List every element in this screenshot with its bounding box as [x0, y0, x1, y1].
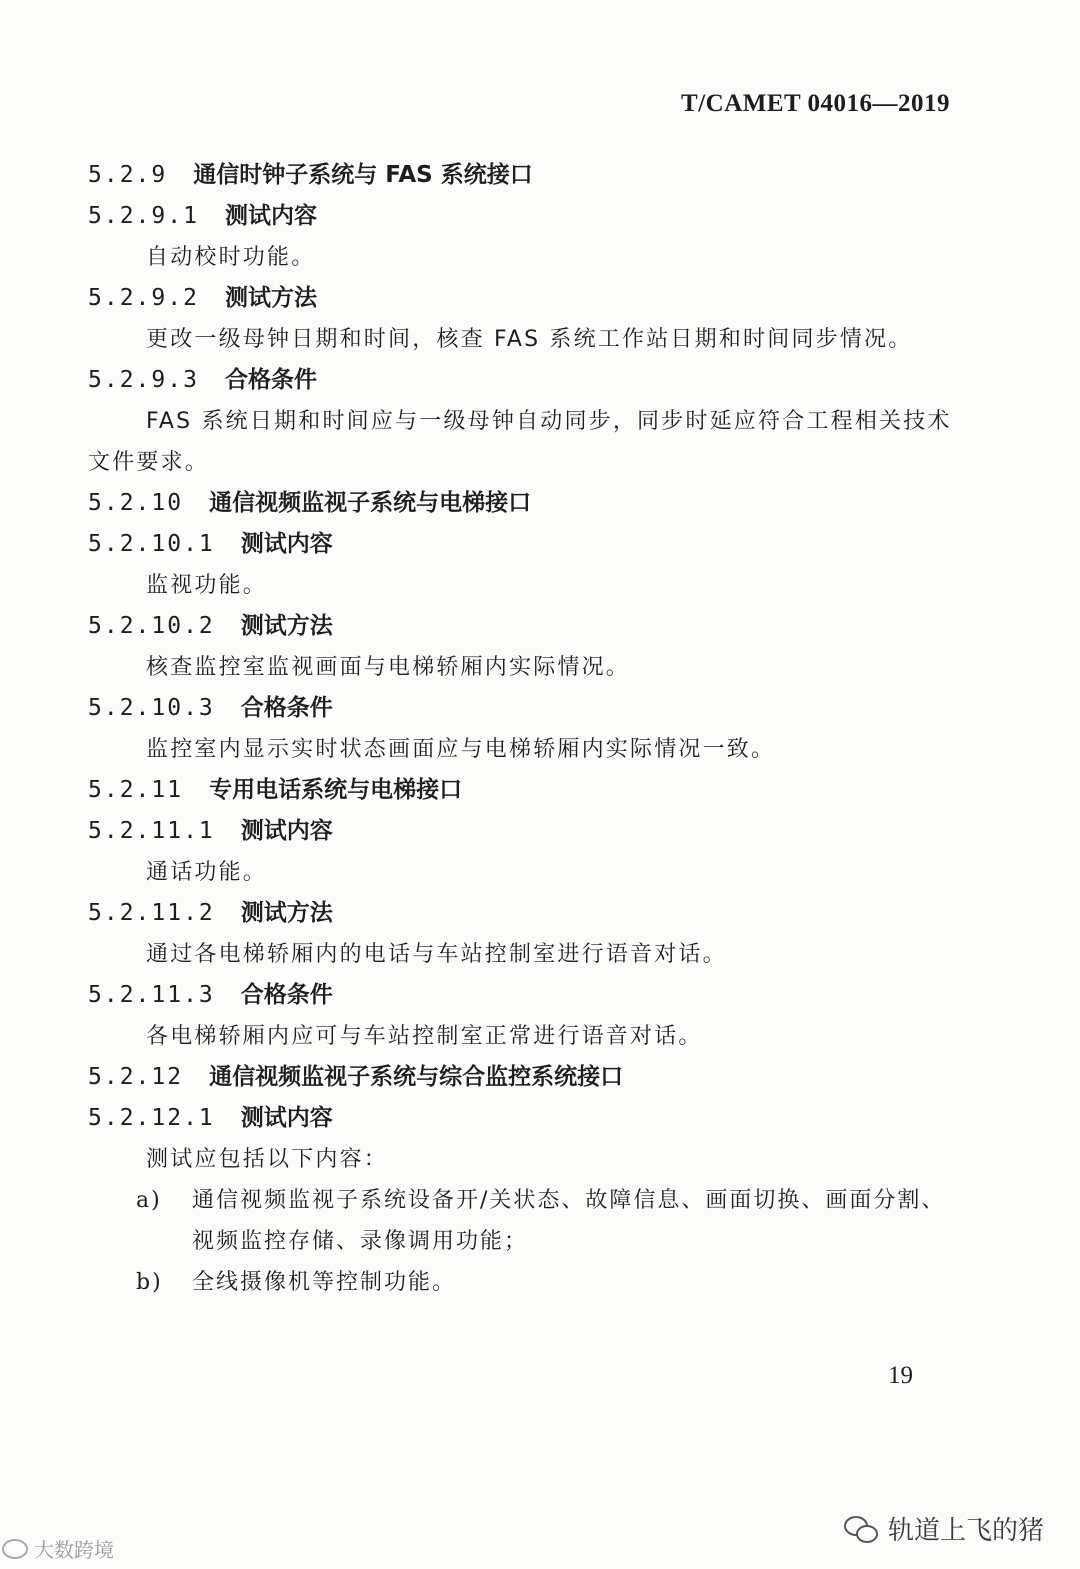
section-title: 测试方法: [224, 285, 317, 311]
section-heading: [88, 688, 968, 729]
section-title: 测试内容: [240, 1105, 333, 1131]
list-marker: b): [136, 1270, 163, 1295]
section-heading: [88, 278, 968, 319]
section-number: 5.2.11.3: [88, 982, 215, 1008]
section-number: 5.2.12: [88, 1064, 184, 1090]
standard-number: T/CAMET 04016—2019: [681, 90, 950, 117]
section-number: 5.2.10.1: [88, 531, 215, 557]
section-number: 5.2.12.1: [88, 1105, 215, 1131]
paragraph: 核查监控室监视画面与电梯轿厢内实际情况。: [146, 655, 631, 680]
section-title: 测试内容: [240, 531, 333, 557]
list-marker: a): [136, 1188, 162, 1213]
logo-icon: [2, 1539, 28, 1559]
paragraph: 自动校时功能。: [146, 245, 316, 270]
paragraph: 更改一级母钟日期和时间，核查 FAS 系统工作站日期和时间同步情况。: [146, 327, 913, 352]
section-title: 合格条件: [240, 982, 333, 1008]
section-title: 通信视频监视子系统与综合监控系统接口: [209, 1064, 624, 1090]
section-title: 合格条件: [224, 367, 317, 393]
section-heading: [88, 483, 968, 524]
section-title: 测试方法: [240, 900, 333, 926]
section-title: 测试内容: [240, 818, 333, 844]
paragraph: 监控室内显示实时状态画面应与电梯轿厢内实际情况一致。: [146, 737, 776, 762]
list-item: [88, 1180, 968, 1262]
section-heading: [88, 196, 968, 237]
section-heading: [88, 1057, 968, 1098]
section-title: 测试方法: [240, 613, 333, 639]
document-body: [88, 155, 968, 1303]
section-heading: [88, 893, 968, 934]
watermark-right: [844, 1510, 1044, 1547]
section-title: 通信时钟子系统与 FAS 系统接口: [193, 162, 533, 188]
paragraph: 通过各电梯轿厢内的电话与车站控制室进行语音对话。: [146, 942, 727, 967]
section-heading: [88, 155, 968, 196]
section-title: 测试内容: [224, 203, 317, 229]
section-number: 5.2.10: [88, 490, 184, 516]
section-number: 5.2.9.2: [88, 285, 199, 311]
page-number: 19: [888, 1362, 913, 1389]
section-heading: [88, 770, 968, 811]
section-number: 5.2.9.1: [88, 203, 199, 229]
watermark-left: [2, 1534, 114, 1563]
section-number: 5.2.10.3: [88, 695, 215, 721]
paragraph: 监视功能。: [146, 573, 268, 598]
section-number: 5.2.9.3: [88, 367, 199, 393]
section-title: 通信视频监视子系统与电梯接口: [209, 490, 532, 516]
wechat-icon: [844, 1516, 878, 1542]
section-title: 合格条件: [240, 695, 333, 721]
section-heading: [88, 524, 968, 565]
section-number: 5.2.11.1: [88, 818, 215, 844]
section-heading: [88, 811, 968, 852]
paragraph: 通话功能。: [146, 860, 268, 885]
watermark-left-text: 大数跨境: [34, 1538, 114, 1562]
section-number: 5.2.11: [88, 777, 184, 803]
section-heading: [88, 1098, 968, 1139]
section-heading: [88, 360, 968, 401]
list-text: 通信视频监视子系统设备开/关状态、故障信息、画面切换、画面分割、视频监控存储、录像调用功能；: [192, 1188, 946, 1254]
paragraph: FAS 系统日期和时间应与一级母钟自动同步，同步时延应符合工程相关技术文件要求。: [88, 409, 952, 475]
paragraph: 测试应包括以下内容：: [146, 1147, 389, 1172]
section-number: 5.2.11.2: [88, 900, 215, 926]
section-title: 专用电话系统与电梯接口: [209, 777, 463, 803]
list-text: 全线摄像机等控制功能。: [192, 1270, 457, 1295]
section-heading: [88, 975, 968, 1016]
list-item: [88, 1262, 968, 1303]
section-number: 5.2.9: [88, 162, 168, 188]
section-heading: [88, 606, 968, 647]
section-number: 5.2.10.2: [88, 613, 215, 639]
paragraph: 各电梯轿厢内应可与车站控制室正常进行语音对话。: [146, 1024, 703, 1049]
watermark-right-text: 轨道上飞的猪: [887, 1516, 1044, 1546]
